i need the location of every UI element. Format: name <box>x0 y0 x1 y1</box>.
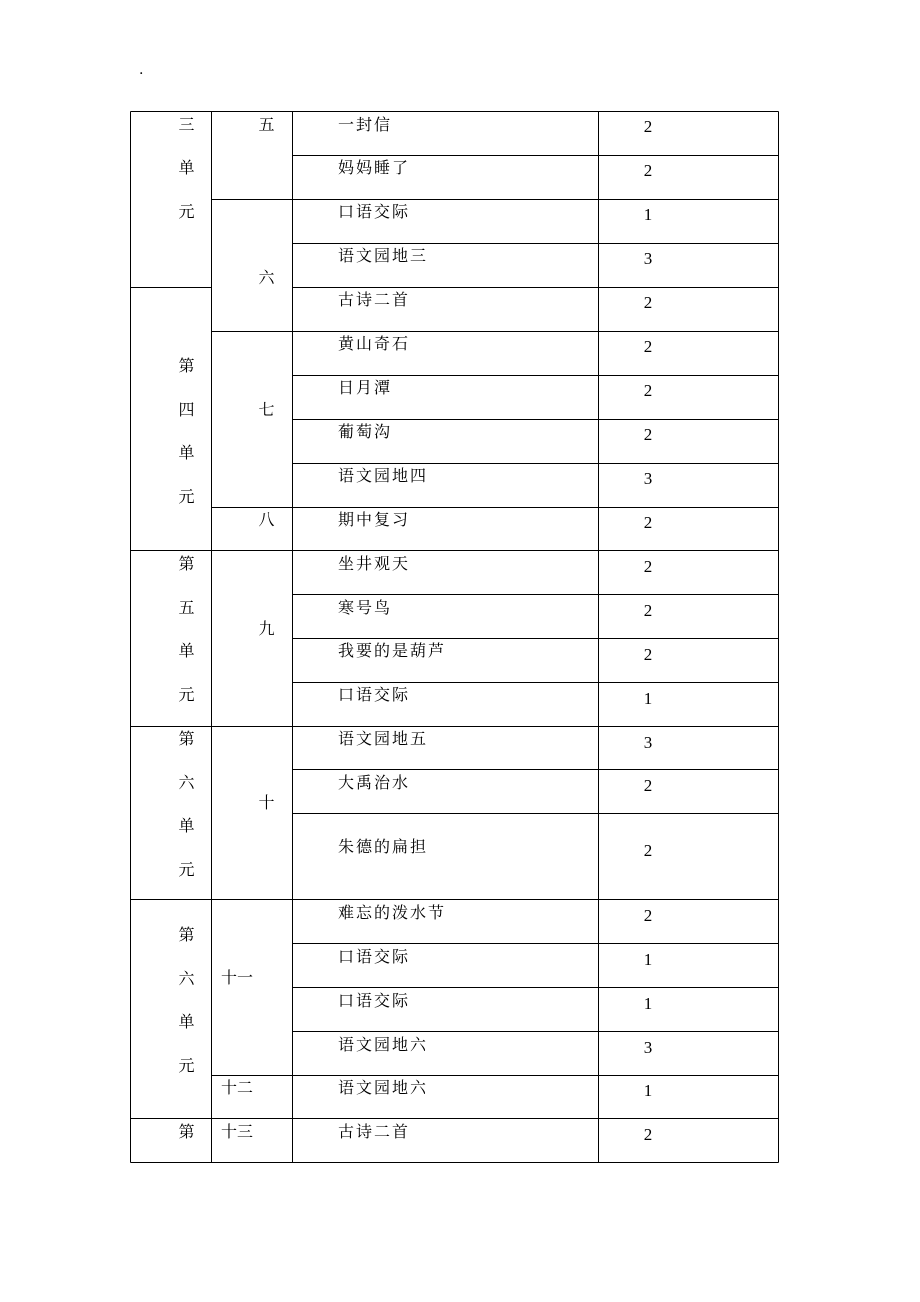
lesson-11: 十一 <box>221 968 254 987</box>
lesson-hours: 2 <box>643 337 653 356</box>
lesson-hours: 2 <box>643 601 653 620</box>
lesson-hours: 1 <box>643 950 653 969</box>
lesson-name: 我要的是葫芦 <box>338 641 447 660</box>
lesson-name: 语文园地六 <box>338 1035 429 1054</box>
lesson-name: 口语交际 <box>338 991 411 1010</box>
lesson-hours: 2 <box>643 117 653 136</box>
lesson-name: 难忘的泼水节 <box>338 903 447 922</box>
lesson-name: 朱德的扁担 <box>338 837 429 856</box>
lesson-hours: 3 <box>643 733 653 752</box>
lesson-hours: 3 <box>643 1038 653 1057</box>
lesson-hours: 1 <box>643 689 653 708</box>
lesson-name: 古诗二首 <box>338 290 411 309</box>
lesson-name: 日月潭 <box>338 378 393 397</box>
lesson-6: 六 <box>258 268 275 287</box>
lesson-hours: 2 <box>643 645 653 664</box>
lesson-hours: 2 <box>643 776 653 795</box>
lesson-name: 语文园地四 <box>338 466 429 485</box>
page-marker: . <box>139 62 144 78</box>
lesson-name: 黄山奇石 <box>338 334 411 353</box>
lesson-hours: 2 <box>643 1125 653 1144</box>
lesson-hours: 3 <box>643 469 653 488</box>
lesson-name: 口语交际 <box>338 947 411 966</box>
lesson-12: 十二 <box>221 1078 254 1097</box>
lesson-hours: 2 <box>643 161 653 180</box>
lesson-name: 语文园地三 <box>338 246 429 265</box>
lesson-name: 葡萄沟 <box>338 422 393 441</box>
lesson-hours: 1 <box>643 205 653 224</box>
lesson-8: 八 <box>258 510 275 529</box>
lesson-hours: 2 <box>643 841 653 860</box>
lesson-10: 十 <box>258 793 275 812</box>
lesson-name: 寒号鸟 <box>338 598 393 617</box>
lesson-hours: 2 <box>643 293 653 312</box>
lesson-9: 九 <box>258 619 275 638</box>
lesson-hours: 2 <box>643 906 653 925</box>
lesson-hours: 2 <box>643 557 653 576</box>
lesson-name: 语文园地六 <box>338 1078 429 1097</box>
lesson-hours: 1 <box>643 1081 653 1100</box>
lesson-hours: 2 <box>643 381 653 400</box>
lesson-name: 妈妈睡了 <box>338 158 411 177</box>
lesson-name: 大禹治水 <box>338 773 411 792</box>
lesson-13: 十三 <box>221 1122 254 1141</box>
lesson-name: 一封信 <box>338 115 393 134</box>
lesson-name: 古诗二首 <box>338 1122 411 1141</box>
lesson-name: 坐井观天 <box>338 554 411 573</box>
lesson-5: 五 <box>258 115 275 134</box>
lesson-name: 口语交际 <box>338 202 411 221</box>
lesson-hours: 3 <box>643 249 653 268</box>
lesson-name: 语文园地五 <box>338 729 429 748</box>
lesson-hours: 2 <box>643 513 653 532</box>
lesson-7: 七 <box>258 400 275 419</box>
lesson-name: 口语交际 <box>338 685 411 704</box>
lesson-hours: 1 <box>643 994 653 1013</box>
lesson-hours: 2 <box>643 425 653 444</box>
lesson-name: 期中复习 <box>338 510 411 529</box>
